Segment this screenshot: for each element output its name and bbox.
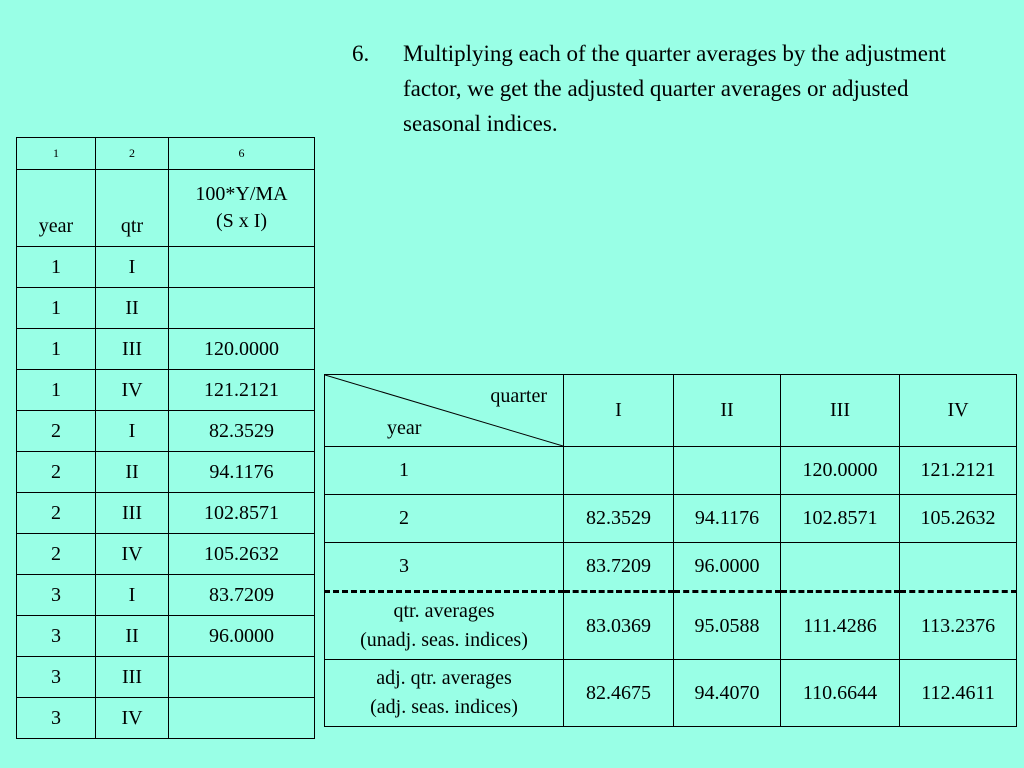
adjusted-label <box>325 660 564 727</box>
quarter-header: II <box>674 375 781 447</box>
cell: IV <box>96 698 169 739</box>
cell: 110.6644 <box>781 660 900 727</box>
paragraph: Multiplying each of the quarter averages by the adjustment factor, we get the adjusted quarter averages or adjusted seasonal indices. <box>403 41 946 136</box>
table-row <box>325 447 1017 495</box>
cell: 94.4070 <box>674 660 781 727</box>
cell: III <box>96 329 169 370</box>
cell: 105.2632 <box>169 534 315 575</box>
cell: 111.4286 <box>781 592 900 660</box>
cell: 83.7209 <box>169 575 315 616</box>
cell: III <box>96 657 169 698</box>
col-number: 2 <box>96 138 169 170</box>
item-number: 6. <box>352 41 370 66</box>
ratio-header <box>169 170 315 247</box>
cell: 2 <box>17 493 96 534</box>
cell: 3 <box>17 657 96 698</box>
corner-quarter-label: quarter <box>490 385 547 407</box>
cell: 82.3529 <box>169 411 315 452</box>
qtr-header: qtr <box>96 170 169 247</box>
table-row <box>17 534 315 575</box>
year-header: year <box>17 170 96 247</box>
cell: 102.8571 <box>781 495 900 543</box>
year-label: 2 <box>325 495 564 543</box>
left-table <box>16 137 315 739</box>
cell: 1 <box>17 288 96 329</box>
table-row <box>17 411 315 452</box>
cell: 2 <box>17 534 96 575</box>
cell: I <box>96 247 169 288</box>
label-line1: qtr. averages <box>393 600 495 622</box>
corner-cell <box>325 375 564 447</box>
label-line1: adj. qtr. averages <box>376 667 512 689</box>
quarter-header: I <box>564 375 674 447</box>
cell: 94.1176 <box>674 495 781 543</box>
cell: 3 <box>17 616 96 657</box>
table-row <box>17 575 315 616</box>
header-row <box>17 170 315 247</box>
cell: 82.3529 <box>564 495 674 543</box>
cell: II <box>96 288 169 329</box>
label-line2: (unadj. seas. indices) <box>360 629 528 651</box>
right-table <box>324 374 1017 727</box>
cell: 113.2376 <box>900 592 1017 660</box>
col-number: 1 <box>17 138 96 170</box>
quarter-header: III <box>781 375 900 447</box>
adjusted-averages-row <box>325 660 1017 727</box>
label-line2: (adj. seas. indices) <box>370 696 518 718</box>
cell: IV <box>96 534 169 575</box>
corner-year-label: year <box>387 417 422 439</box>
cell <box>781 543 900 592</box>
quarter-header: IV <box>900 375 1017 447</box>
unadjusted-averages-row <box>325 592 1017 660</box>
cell <box>169 288 315 329</box>
cell <box>169 247 315 288</box>
cell: 82.4675 <box>564 660 674 727</box>
year-label: 1 <box>325 447 564 495</box>
year-label: 3 <box>325 543 564 592</box>
cell: 120.0000 <box>169 329 315 370</box>
cell: II <box>96 616 169 657</box>
header-row <box>325 375 1017 447</box>
cell <box>564 447 674 495</box>
cell: 3 <box>17 698 96 739</box>
column-number-row <box>17 138 315 170</box>
cell: 96.0000 <box>674 543 781 592</box>
cell: 1 <box>17 247 96 288</box>
cell <box>900 543 1017 592</box>
cell: 112.4611 <box>900 660 1017 727</box>
cell <box>169 698 315 739</box>
ratio-header-line2: (S x I) <box>215 210 268 232</box>
cell: 1 <box>17 329 96 370</box>
col-number: 6 <box>169 138 315 170</box>
cell: 102.8571 <box>169 493 315 534</box>
table-row <box>17 657 315 698</box>
cell: 2 <box>17 411 96 452</box>
table-row <box>17 329 315 370</box>
cell: 2 <box>17 452 96 493</box>
cell <box>674 447 781 495</box>
cell: IV <box>96 370 169 411</box>
cell <box>169 657 315 698</box>
table-row <box>17 247 315 288</box>
cell: 120.0000 <box>781 447 900 495</box>
ratio-header-line1: 100*Y/MA <box>195 183 288 205</box>
cell: 96.0000 <box>169 616 315 657</box>
table-row <box>17 698 315 739</box>
cell: II <box>96 452 169 493</box>
table-row <box>17 493 315 534</box>
cell: 3 <box>17 575 96 616</box>
cell: 83.0369 <box>564 592 674 660</box>
cell: I <box>96 575 169 616</box>
cell: 121.2121 <box>900 447 1017 495</box>
cell: 94.1176 <box>169 452 315 493</box>
table-row <box>17 288 315 329</box>
cell: 105.2632 <box>900 495 1017 543</box>
table-row <box>325 495 1017 543</box>
cell: 95.0588 <box>674 592 781 660</box>
cell: 1 <box>17 370 96 411</box>
cell: 121.2121 <box>169 370 315 411</box>
slide-text <box>352 36 992 141</box>
table-row <box>325 543 1017 592</box>
cell: III <box>96 493 169 534</box>
table-row <box>17 616 315 657</box>
cell: 83.7209 <box>564 543 674 592</box>
unadjusted-label <box>325 592 564 660</box>
table-row <box>17 452 315 493</box>
cell: I <box>96 411 169 452</box>
table-row <box>17 370 315 411</box>
